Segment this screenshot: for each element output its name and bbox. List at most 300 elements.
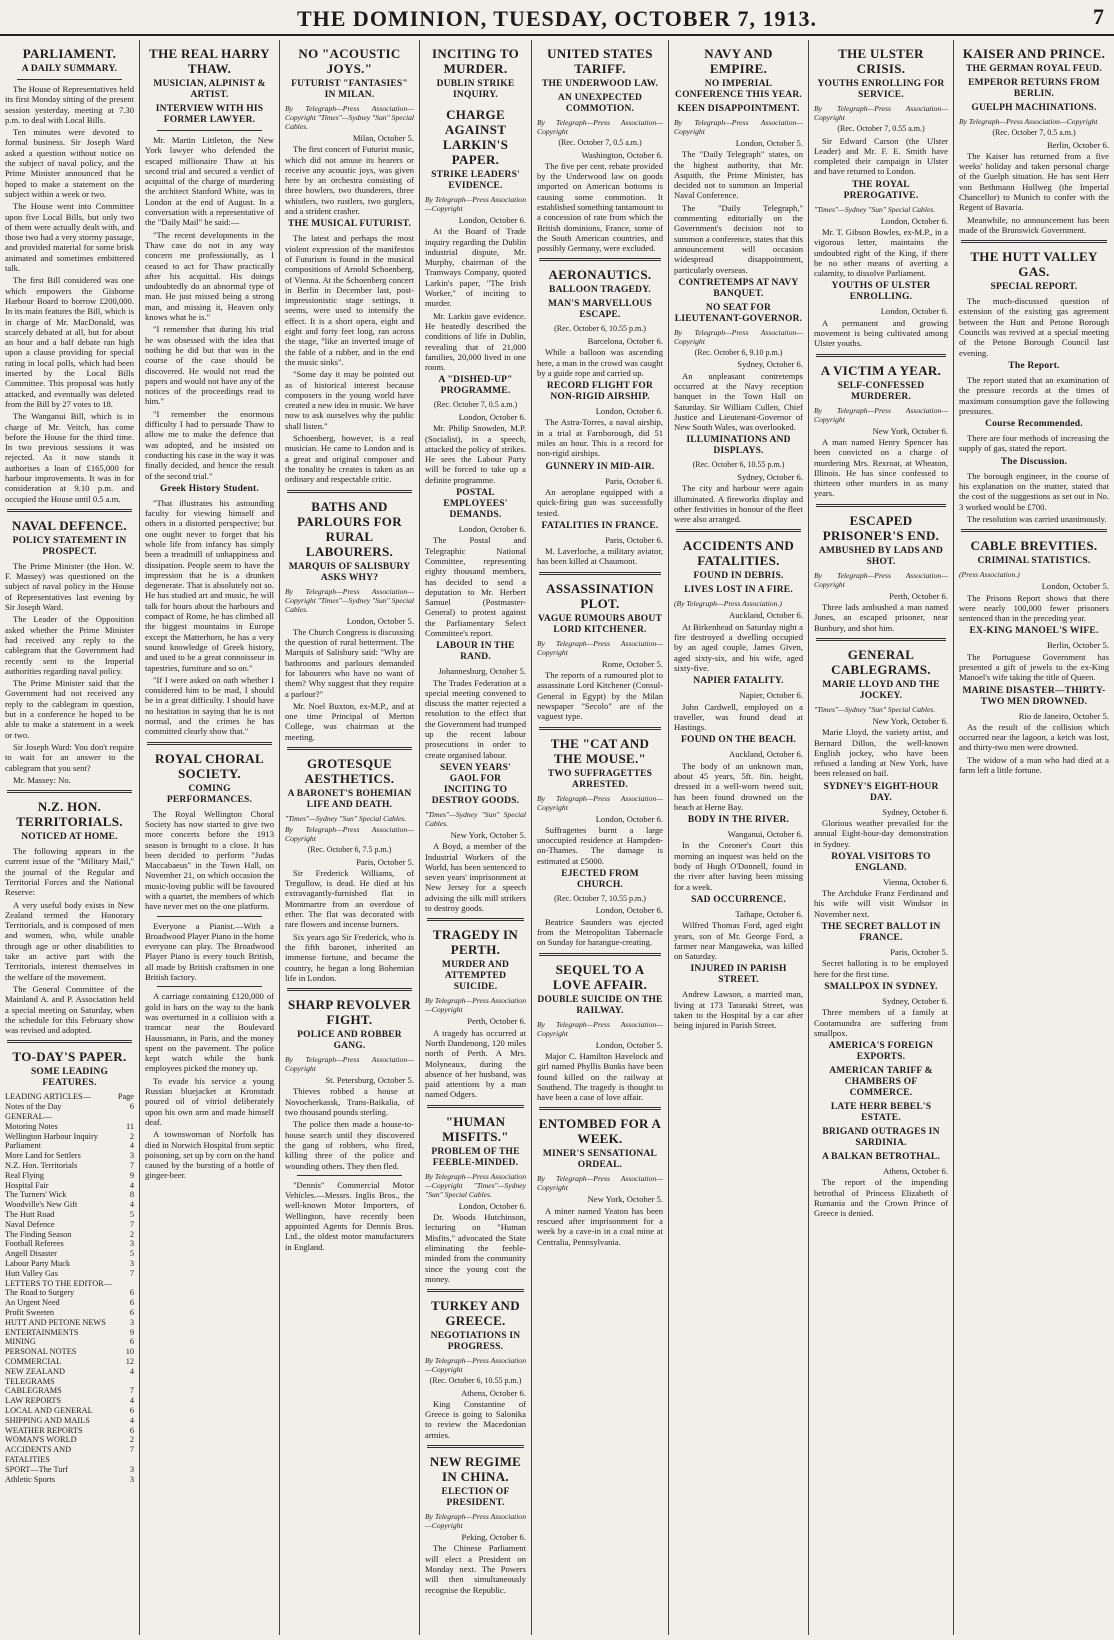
article-text: A carriage containing £120,000 of gold in bars on the way to the bank was overturned in a collision with a tramcar near the Boulevard Haussmann, in Paris, and the money spent on the pavement. The police kept watch while the bank employees picked the money up.	[145, 991, 274, 1074]
credit-line: (By Telegraph—Press Association.)	[674, 599, 782, 609]
article-text: An unpleasant contretemps occurred at the Navy reception banquet in the Town Hall on Saturday. Sir William Cullen, Chief Justice and Lieutenant-Governor of New South Wales, was overlooked.	[674, 370, 803, 433]
article-text: The much-discussed question of extension of the existing gas agreement between the Hutt and Petone Borough Councils was revived at a special meeting of the Petone Borough Council last evening.	[959, 296, 1109, 358]
credit-line: By Telegraph—Press Association—Copyright	[537, 638, 663, 657]
index-page: 3	[129, 1317, 134, 1327]
article-text: Suffragettes burnt a large unoccupied residence at Hampden-on-Thames. The damage is estimated at £5000.	[537, 824, 663, 866]
index-row	[5, 1367, 134, 1387]
subheading: INTERVIEW WITH HIS FORMER LAWYER.	[155, 104, 264, 125]
article-text: Dr. Woods Hutchinson, lecturing on "Human Misfits," advocated the State eliminating the feeble-minded from the community since the young cost the money.	[425, 1212, 526, 1284]
subheading: ROYAL VISITORS TO ENGLAND.	[831, 851, 931, 873]
credit-line: By Telegraph—Press Association—Copyright	[814, 570, 948, 589]
index-row	[5, 1210, 134, 1220]
dateline: Vienna, October 6.	[883, 876, 948, 887]
article-text: Mr. Philip Snowden, M.P. (Socialist), in a speech, attacked the policy of strikes. He sees the Labour Party will be forced to take up a definite programme.	[425, 423, 526, 485]
dateline: London, October 6.	[458, 215, 526, 225]
index-row	[5, 1435, 134, 1445]
article-text: Meanwhile, no announcement has been made of the Brunswick Government.	[959, 214, 1109, 235]
subheading: AMBUSHED BY LADS AND SHOT.	[818, 545, 944, 567]
subheading: MARIE LLOYD AND THE JOCKEY.	[822, 679, 940, 701]
index-feature: Football Referees	[5, 1239, 64, 1249]
index-feature: Wellington Harbour Inquiry	[5, 1131, 98, 1141]
subheading: THE MUSICAL FUTURIST.	[287, 219, 412, 230]
index-row	[5, 1426, 134, 1436]
index-page	[116, 1112, 134, 1122]
index-feature: LETTERS TO THE EDITOR—	[5, 1278, 113, 1288]
subheading: EMPEROR RETURNS FROM BERLIN.	[968, 78, 1100, 99]
subheading: INJURED IN PARISH STREET.	[690, 964, 787, 986]
subheading: The Report.	[1008, 360, 1060, 371]
subheading: AMERICA'S FOREIGN EXPORTS.	[828, 1041, 934, 1063]
dateline: New York, October 5.	[587, 1194, 663, 1205]
dateline: Perth, October 6.	[889, 590, 948, 601]
subheading: NOTICED AT HOME.	[21, 832, 118, 843]
headline: NAVY AND EMPIRE.	[704, 46, 773, 76]
subheading: A "DISHED-UP" PROGRAMME.	[438, 375, 513, 397]
article-text: "I remember that during his trial he was obsessed with the idea that nothing he did but that was in the course of the case should be discovered. He would not read the papers and would not have any of the notices of the proceedings read to him."	[145, 324, 274, 407]
subheading: EJECTED FROM CHURCH.	[561, 868, 639, 890]
index-feature: Angell Disaster	[5, 1249, 57, 1259]
article-text: The borough engineer, in the course of his explanation on the matter, stated that the cost of the suggestions as set out in No. 3 worked would be £700.	[959, 470, 1109, 512]
dateline: New York, October 6.	[872, 715, 948, 726]
subheading: SYDNEY'S EIGHT-HOUR DAY.	[823, 781, 939, 803]
dateline: Rio de Janeiro, October 5.	[1018, 710, 1109, 721]
column-1	[0, 40, 140, 1635]
contents-index	[5, 1092, 134, 1484]
index-feature: CABLEGRAMS	[5, 1386, 62, 1396]
subheading: Greek History Student.	[160, 483, 259, 494]
article-text: Major C. Hamilton Havelock and girl named Phyllis Bunks have been found killed on the railway at Southend. The tragedy is thought to have been a case of love affair.	[537, 1050, 663, 1103]
subheading: NAPIER FATALITY.	[693, 676, 784, 687]
index-row	[5, 1465, 134, 1475]
credit-line: By Telegraph—Press Association—Copyright	[425, 1512, 526, 1531]
article-text: Schoenberg, however, is a real musician. He came to London and is a great and original composer and the tonality he creates is taken as an ordinary and respectable critic.	[285, 433, 414, 485]
index-feature: Motoring Notes	[5, 1121, 58, 1131]
credit-line: "Times"—Sydney "Sun" Special Cables.	[285, 814, 407, 824]
article-text: Andrew Lawson, a married man, living at 173 Taranaki Street, was taken to the Hospital by a car after being injured in Parish Street.	[674, 989, 803, 1031]
subheading: Course Recommended.	[985, 419, 1083, 430]
index-row	[5, 1220, 134, 1230]
article-text: At Birkenhead on Saturday night a fire destroyed a dwelling occupied by an aged couple, James Given, aged sixty-six, and his wife, aged sixty-five.	[674, 621, 803, 673]
index-page: 2	[129, 1229, 134, 1239]
dateline: Paris, October 6.	[605, 475, 663, 486]
article-text: A Boyd, a member of the Industrial Workers of the World, has been sentenced to seven years' imprisonment at New Jersey for a speech advising the silk mill strikers to destroy goods.	[425, 841, 526, 914]
subheading: AMERICAN TARIFF & CHAMBERS OF COMMERCE.	[829, 1066, 933, 1099]
subheading: BALLOON TRAGEDY.	[549, 285, 651, 296]
index-row	[5, 1259, 134, 1269]
index-feature: N.Z. Hon. Territorials	[5, 1161, 78, 1171]
headline: TO-DAY'S PAPER.	[12, 1049, 127, 1065]
dateline: Athens, October 6.	[883, 1166, 948, 1177]
credit-line: By Telegraph—Press Association—Copyright "Times"—Sydney "Sun" Special Cables.	[425, 1171, 526, 1199]
article-text: A very useful body exists in New Zealand termed the Honorary Territorials, and is composed of men and women, who, while unable through age or other disabilities to take an active part with the Territorials, interest themselves in the welfare of the movement.	[5, 899, 134, 982]
index-feature: WEATHER REPORTS	[5, 1425, 83, 1435]
article-text: The first Bill considered was one which empowers the Gisborne Harbour Board to borrow £200,000. In its main features the Bill, which is in charge of Mr. MacDonald, was scarcely debated at all, but for about an hour and a half debate ran high upon a clause providing for special rating in local polls, which had been inserted by the Local Bills Committee. This proposal was hotly attacked, and eventually was deleted from the Bill by 27 votes to 18.	[5, 275, 134, 409]
index-feature: NEW ZEALAND TELEGRAMS	[5, 1366, 65, 1386]
index-row	[5, 1151, 134, 1161]
subheading: DUBLIN STRIKE INQUIRY.	[436, 79, 515, 100]
index-feature: SPORT—The Turf	[5, 1464, 68, 1474]
article-text: The Church Congress is discussing the question of rural betterment. The Marquis of Salisbury said: "Why are bathrooms and parlours demanded for labourers who have no want of them? Why suggest that they require a parlour?"	[285, 626, 414, 699]
index-page: 4	[129, 1200, 134, 1210]
headline: INCITING TO MURDER.	[432, 46, 519, 76]
index-page: 3	[129, 1259, 134, 1268]
article-text: John Cardwell, employed on a traveller, was found dead at Hastings.	[674, 701, 803, 733]
credit-line: By Telegraph—Press Association—Copyright	[814, 405, 948, 424]
subheading: THE SECRET BALLOT IN FRANCE.	[821, 922, 941, 944]
dateline: London, October 6.	[595, 905, 663, 916]
article-text: M. Laverloche, a military aviator, has been killed at Chaumont.	[537, 546, 663, 567]
index-row	[5, 1406, 134, 1416]
article-text: Three members of a family at Cootamundra are suffering from smallpox.	[814, 1007, 948, 1038]
subheading: CRIMINAL STATISTICS.	[977, 556, 1091, 567]
dateline: London, October 6.	[595, 406, 663, 417]
subheading: CONTRETEMPS AT NAVY BANQUET.	[678, 277, 799, 299]
headline: BATHS AND PARLOURS FOR RURAL LABOURERS.	[297, 498, 402, 559]
column-7	[809, 40, 954, 1635]
headline: ESCAPED PRISONER'S END.	[822, 512, 940, 543]
dateline: Barcelona, October 6.	[587, 335, 663, 346]
received-date: (Rec. October 7, 0.5 a.m.)	[992, 128, 1076, 137]
article-text: "I remember the enormous difficulty I had to persuade Thaw to allow me to make the defence that was adopted, and he insisted on conducting his case in the way it was finally decided, and hence the result of the second trial."	[145, 408, 274, 481]
subheading: MURDER AND ATTEMPTED SUICIDE.	[441, 960, 510, 993]
credit-line: "Times"—Sydney "Sun" Special Cables.	[425, 809, 526, 828]
subheading: MARQUIS OF SALISBURY ASKS WHY?	[288, 561, 411, 583]
article-text: Marie Lloyd, the variety artist, and Bernard Dillon, the well-known English jockey, who have been refused a landing at New York, have been released on bail.	[814, 727, 948, 779]
index-row	[5, 1112, 134, 1122]
article-text: In the Coroner's Court this morning an inquest was held on the body of Hugh O'Donnell, found in the river after having been missing for a week.	[674, 840, 803, 892]
received-date: (Rec. October 7, 0.5 a.m.)	[558, 138, 642, 147]
dateline: Paris, October 5.	[356, 856, 414, 867]
column-5	[532, 40, 669, 1635]
subheading: ELECTION OF PRESIDENT.	[441, 1487, 510, 1509]
index-row	[5, 1122, 134, 1132]
subheading: THE GERMAN ROYAL FEUD.	[965, 64, 1102, 74]
index-page: 6	[129, 1405, 134, 1415]
headline: ASSASSINATION PLOT.	[546, 580, 654, 611]
headline: SEQUEL TO A LOVE AFFAIR.	[552, 961, 648, 992]
article-text: The widow of a man who had died at a farm left a little fortune.	[959, 754, 1109, 776]
credit-line: By Telegraph—Press Association—Copyright	[425, 996, 526, 1015]
headline: NO "ACOUSTIC JOYS."	[298, 46, 401, 76]
dateline: London, October 5.	[1041, 581, 1109, 592]
index-row	[5, 1386, 134, 1396]
index-row	[5, 1230, 134, 1240]
index-feature: LEADING ARTICLES—	[5, 1092, 91, 1102]
headline: UNITED STATES TARIFF.	[547, 46, 653, 76]
index-row	[5, 1092, 134, 1102]
subheading: YOUTHS OF ULSTER ENROLLING.	[831, 281, 931, 303]
subheading: ILLUMINATIONS AND DISPLAYS.	[686, 435, 791, 457]
index-feature: Hutt Valley Gas	[5, 1268, 58, 1278]
subheading: A BALKAN BETROTHAL.	[821, 1152, 941, 1163]
article-text: Mr. T. Gibson Bowles, ex-M.P., in a vigorous letter, maintains the undoubted right of the King, if there be no other means of averting a calamity, to dissolve Parliament.	[814, 226, 948, 279]
dateline: Sydney, October 6.	[882, 995, 948, 1006]
article-text: The following appears in the current issue of the "Military Mail," the journal of the Regular and Territorial Forces and the National Reserve:	[5, 846, 134, 898]
index-page: 2	[129, 1131, 134, 1141]
subheading: VAGUE RUMOURS ABOUT LORD KITCHENER.	[538, 613, 662, 635]
article-text: The "Daily Telegraph," commenting editorially on the Government's decision not to summon a conference, states that this announcement will occasion widespread disappointment, particularly overseas.	[674, 202, 803, 275]
dateline: London, October 6.	[458, 1200, 526, 1211]
index-row	[5, 1279, 134, 1289]
article-text: The Royal Wellington Choral Society has now started to give two more concerts before the 1913 season is brought to a close. It has been decided to perform "Judas Maccabaeus" in the Town Hall, on November 21, on which occasion the music-loving public will be favoured with a quartet, the members of which have never met on the one platform.	[145, 808, 274, 912]
subheading: BRIGAND OUTRAGES IN SARDINIA.	[822, 1127, 940, 1149]
article-text: The latest and perhaps the most violent expression of the manifestos of Futurism is found in the musical compositions of Arnold Schoenberg, of Vienna. At the Schoenberg concert in Berlin in December last, post-impressionistic stage settings, it seems, were used to intensify the effect. It is a short opera, eight and eight and forty feet long, ran across the stage, "like an inverted image of the fable of a rubber, and in the end the music sinks".	[285, 233, 414, 367]
received-date: (Rec. October 6, 9.10 p.m.)	[694, 347, 783, 357]
credit-line: By Telegraph—Press Association—Copyright	[674, 118, 803, 136]
column-6	[669, 40, 809, 1635]
article-text: The Chinese Parliament will elect a President on Monday next. The Powers will then simultaneously recognise the Republic.	[425, 1543, 526, 1595]
subheading: YOUTHS ENROLLING FOR SERVICE.	[817, 79, 945, 100]
article-text: The Portuguese Government has presented a gift of jewels to the ex-King Manoel's wife taking the title of Queen.	[959, 651, 1109, 683]
headline: A VICTIM A YEAR.	[820, 362, 942, 378]
dateline: Napier, October 6.	[739, 690, 803, 701]
article-text: The report of the impending betrothal of Princess Elizabeth of Rumania and the Crown Prince of Greece is denied.	[814, 1177, 948, 1219]
headline: GROTESQUE AESTHETICS.	[304, 756, 395, 787]
credit-line: By Telegraph—Press Association—Copyright	[674, 327, 803, 346]
article-text: Mr. Martin Littleton, the New York lawyer who defended the escaped millionaire Thaw at his second trial and secured a verdict of acquittal of the charge of murdering the architect Stanford White, was in London at the end of August. In a conversation with a representative of the "Daily Mail" he said:—	[145, 135, 274, 228]
credit-line: By Telegraph—Press Association—Copyright	[959, 117, 1098, 126]
index-page: 10	[125, 1347, 134, 1357]
subheading: GUELPH MACHINATIONS.	[971, 103, 1097, 113]
index-row	[5, 1190, 134, 1200]
column-3	[280, 40, 420, 1635]
index-feature: MINING	[5, 1337, 36, 1347]
headline: SHARP REVOLVER FIGHT.	[287, 997, 411, 1028]
article-text: Glorious weather prevailed for the annual Eight-hour-day demonstration in Sydney.	[814, 818, 948, 849]
index-feature: The Road to Surgery	[5, 1288, 75, 1298]
article-text: Wilfred Thomas Ford, aged eight years, son of Mr. George Ford, a farmer near Mangaweka, was killed on Saturday.	[674, 920, 803, 962]
article-text: The Prime Minister said that the Government had not received any reply to the cablegram in question, but in a conference he hoped to be able to make a statement in a week or two.	[5, 678, 134, 740]
subheading: GUNNERY IN MID-AIR.	[545, 461, 655, 472]
index-page: 6	[129, 1307, 134, 1317]
dateline: Taihape, October 6.	[735, 908, 803, 919]
subheading: STRIKE LEADERS' EVIDENCE.	[431, 170, 520, 191]
subheading: SOME LEADING FEATURES.	[30, 1067, 109, 1089]
index-row	[5, 1171, 134, 1181]
article-text: The city and harbour were again illuminated. A fireworks display and other festivities in honour of the fleet were also arranged.	[674, 483, 803, 525]
index-page: 9	[129, 1327, 134, 1337]
column-4	[420, 40, 532, 1635]
subheading: MINER'S SENSATIONAL ORDEAL.	[542, 1149, 658, 1171]
index-page: 5	[129, 1249, 134, 1259]
dateline: Paris, October 6.	[605, 534, 663, 545]
index-page: 11	[126, 1121, 134, 1131]
index-row	[5, 1161, 134, 1171]
subheading: MARINE DISASTER—THIRTY-TWO MEN DROWNED.	[962, 685, 1106, 707]
subheading: MUSICIAN, ALPINIST & ARTIST.	[153, 79, 266, 100]
subheading: A DAILY SUMMARY.	[21, 64, 118, 74]
article-text: The Archduke Franz Ferdinand and his wife will visit Windsor in November next.	[814, 888, 948, 919]
dateline: Sydney, October 6.	[737, 359, 803, 370]
subheading: LATE HERR BEBEL'S ESTATE.	[830, 1102, 932, 1124]
credit-line: By Telegraph—Press Association—Copyright	[814, 104, 948, 122]
subheading: TWO SUFFRAGETTES ARRESTED.	[547, 768, 653, 790]
subheading: EX-KING MANOEL'S WIFE.	[969, 626, 1099, 637]
index-row	[5, 1396, 134, 1406]
headline: CABLE BREVITIES.	[970, 538, 1098, 554]
subheading: KEEN DISAPPOINTMENT.	[677, 104, 800, 114]
article-text: Three lads ambushed a man named Jones, an escaped prisoner, near Bunbury, and shot him.	[814, 602, 948, 633]
headline: "HUMAN MISFITS."	[442, 1113, 509, 1144]
dateline: London, October 5.	[595, 1039, 663, 1050]
article-text: The Leader of the Opposition asked whether the Prime Minister had received any reply to the cablegram that the Government had recently sent to the Imperial authorities regarding naval policy.	[5, 614, 134, 676]
index-row	[5, 1239, 134, 1249]
credit-line: By Telegraph—Press Association—Copyright	[537, 118, 663, 136]
index-row	[5, 1347, 134, 1357]
index-page: 5	[129, 1210, 134, 1220]
index-page: 3	[129, 1474, 134, 1484]
article-text: The Trades Federation at a special meeting convened to discuss the matter rejected a resolution to the effect that the Government had trumped up the recent labour prosecutions in order to create organised labour.	[425, 677, 526, 760]
subheading: POLICE AND ROBBER GANG.	[297, 1030, 402, 1052]
article-text: The Postal and Telegraphic National Committee, representing eighty thousand members, has decided to send a deputation to Mr. Herbert Samuel (Postmaster-General) to protest against the Parliamentary Select Committee's report.	[425, 535, 526, 638]
index-feature: Athletic Sports	[5, 1474, 56, 1484]
received-date: (Rec. October 6, 10.55 p.m.)	[554, 324, 646, 334]
article-text: A permanent and growing movement is being cultivated among Ulster youths.	[814, 317, 948, 349]
subheading: NO SEAT FOR LIEUTENANT-GOVERNOR.	[674, 302, 803, 324]
received-date: (Rec. October 6, 10.55 p.m.)	[429, 1376, 522, 1386]
index-row	[5, 1445, 134, 1465]
credit-line: By Telegraph—Press Association—Copyright	[425, 1356, 526, 1375]
index-feature: An Urgent Need	[5, 1298, 60, 1308]
index-row	[5, 1416, 134, 1426]
index-feature: Real Flying	[5, 1170, 44, 1180]
subheading: A BARONET'S BOHEMIAN LIFE AND DEATH.	[287, 789, 412, 811]
article-text: The Astra-Torres, a naval airship, in a trial at Farnborough, did 51 miles an hour. This is a record for non-rigid airships.	[537, 417, 663, 459]
credit-line: By Telegraph—Press Association—Copyright	[537, 1019, 663, 1038]
credit-line: By Telegraph—Press Association—Copyright "Times"—Sydney "Sun" Special Cables.	[285, 586, 414, 614]
article-text: Thieves robbed a house at Novocherkassk, Trans-Baikalia, of two thousand pounds sterling.	[285, 1086, 414, 1118]
subheading: FOUND IN DEBRIS.	[693, 571, 784, 582]
article-text: Secret balloting is to be employed here for the first time.	[814, 958, 948, 979]
headline: AERONAUTICS.	[548, 267, 652, 283]
index-page: 3	[129, 1464, 134, 1474]
index-page: 7	[129, 1219, 134, 1229]
article-text: Sir Frederick Williams, of Tregullow, is dead. He died at his extravagantly-furnished flat in Montmartre from an overdose of ether. The flat was decorated with rare flowers and incense burners.	[285, 867, 414, 930]
subheading: LIVES LOST IN A FIRE.	[684, 585, 793, 596]
index-feature: More Land for Settlers	[5, 1151, 81, 1161]
subheading: RECORD FLIGHT FOR NON-RIGID AIRSHIP.	[546, 381, 654, 403]
index-feature: The Hutt Road	[5, 1210, 55, 1220]
article-text: The reports of a rumoured plot to assassinate Lord Kitchener (Consul-General in Egypt) by the Milan newspaper "Secolo" are of the vaguest type.	[537, 670, 663, 722]
article-text: Mr. Larkin gave evidence. He heatedly described the conditions of life in Dublin, revealing that of 21,000 families, 20,000 lived in one room.	[425, 310, 526, 373]
article-text: A townswoman of Norfolk has died in Norwich Hospital from septic poisoning, set up by corn on the hand caused by the bursting of a bottle of ginger-beer.	[145, 1129, 274, 1181]
subheading: SEVEN YEARS' GAOL FOR INCITING TO DESTROY GOODS.	[431, 762, 520, 806]
article-text: The five per cent. rebate provided by the Underwood law on goods imported on American bottoms is causing some commotion. It established something tantamount to a concession of rate from which the British dominions, France, some of the South American countries, and possibly Germany, were excluded.	[537, 160, 663, 254]
index-feature: Woodville's New Gift	[5, 1200, 78, 1210]
article-text: The body of an unknown man, about 45 years, 5ft. 8in. height, dressed in a well-worn tweed suit, has been found drowned on the beach at Herne Bay.	[674, 760, 803, 812]
dateline: Milan, October 5.	[352, 133, 414, 143]
headline: THE ULSTER CRISIS.	[838, 46, 924, 76]
page-number: 7	[1093, 4, 1104, 29]
headline: PARLIAMENT.	[22, 46, 117, 61]
article-text: "If I were asked on oath whether I considered him to be mad, I should be in a great difficulty. I should have no hesitation in saying that he is not normal, and the crimes he has committed clearly show that."	[145, 674, 274, 737]
article-text: The House of Representatives held its first Monday sitting of the present session yesterday, meeting at 7.30 p.m. to deal with Local Bills.	[5, 84, 134, 125]
subheading: DOUBLE SUICIDE ON THE RAILWAY.	[537, 994, 663, 1016]
article-text: The report stated that an examination of the pressure records at the times of maximum consumption gave the following pressures.	[959, 374, 1109, 416]
received-date: (Rec. October 6, 7.5 p.m.)	[307, 845, 392, 855]
index-row	[5, 1328, 134, 1338]
subheading: FATALITIES IN FRANCE.	[541, 520, 659, 531]
index-feature: LOCAL AND GENERAL	[5, 1405, 93, 1415]
index-feature: ACCIDENTS AND FATALITIES	[5, 1445, 72, 1464]
article-text: There are four methods of increasing the supply of gas, stated the report.	[959, 433, 1109, 454]
index-feature: Notes of the Day	[5, 1102, 62, 1112]
headline: THE "CAT AND THE MOUSE."	[550, 735, 650, 766]
dateline: Perth, October 6.	[467, 1016, 526, 1027]
headline: N.Z. HON. TERRITORIALS.	[16, 799, 123, 830]
index-feature: Profit Sweeten	[5, 1307, 55, 1317]
headline: NAVAL DEFENCE.	[12, 517, 127, 533]
index-page: 9	[129, 1170, 134, 1180]
index-page: 2	[129, 1435, 134, 1445]
index-feature: SHIPPING AND MAILS	[5, 1415, 90, 1425]
subheading: NO IMPERIAL CONFERENCE THIS YEAR.	[675, 79, 802, 100]
subheading: FUTURIST "FANTASIES" IN MILAN.	[291, 79, 408, 100]
index-feature: The Finding Season	[5, 1229, 72, 1239]
dateline: Sydney, October 6.	[737, 471, 803, 482]
article-text: "Dennis" Commercial Motor Vehicles.—Messrs. Inglis Bros., the well-known Motor Importers, of Wellington, have recently been appointed Agents for Dennis Bros. Ltd., the oldest motor manufacturers in England.	[285, 1179, 414, 1252]
dateline: Berlin, October 5.	[1046, 640, 1109, 651]
dateline: Paris, October 5.	[890, 947, 948, 958]
index-row	[5, 1102, 134, 1112]
article-text: The Kaiser has returned from a five weeks' holiday and taken personal charge of the Guelph situation. He has sent Herr von Bethmann Hollweg (the Imperial Chancellor) to Munich to confer with the Regent of Bavaria.	[959, 150, 1109, 213]
dateline: London, October 6.	[458, 524, 526, 535]
index-page: 8	[129, 1190, 134, 1200]
article-text: King Constantine of Greece is going to Salonika to review the Macedonian armies.	[425, 1398, 526, 1440]
index-page: 6	[129, 1425, 134, 1435]
credit-line: By Telegraph—Press Association—Copyright	[425, 195, 526, 213]
article-text: A man named Henry Spencer has been convicted on a charge of murdering Mrs. Rexroat, at Wheaton, Illinois. He has since confessed to thirteen other murders in as many years.	[814, 436, 948, 499]
index-page: 4	[129, 1141, 134, 1151]
subheading: The Discussion.	[1000, 456, 1068, 467]
article-text: A miner named Yeaton has been rescued after imprisonment for a week by a cave-in in a coal mine at Centralia, Pennsylvania.	[537, 1205, 663, 1247]
article-text: The House went into Committee upon five Local Bills, but only two of them were actually dealt with, and those two had a very stormy passage, and provided material for some brisk animated and sometimes embittered talk.	[5, 201, 134, 274]
dateline: London, October 6.	[458, 411, 526, 422]
dateline: New York, October 6.	[872, 425, 948, 436]
article-text: The Prime Minister (the Hon. W. F. Massey) was questioned on the subject of naval policy in the House of Representatives last evening by Sir Joseph Ward.	[5, 560, 134, 613]
headline: ACCIDENTS AND FATALITIES.	[682, 538, 795, 569]
article-text: The Prisons Report shows that there were nearly 100,000 fewer prisoners sentenced than in the preceding year.	[959, 592, 1109, 624]
column-2	[140, 40, 280, 1635]
headline: ROYAL CHORAL SOCIETY.	[155, 750, 264, 781]
received-date: (Rec. October 7, 10.55 p.m.)	[554, 893, 646, 903]
index-row	[5, 1249, 134, 1259]
article-text: The General Committee of the Mainland A. and P. Association held a special meeting on Saturday, when the schedule for this February show was revised and adopted.	[5, 983, 134, 1036]
index-page: 12	[125, 1356, 134, 1366]
column-8	[954, 40, 1114, 1635]
index-feature: HUTT AND PETONE NEWS	[5, 1317, 106, 1327]
credit-line: "Times"—Sydney "Sun" Special Cables.	[814, 204, 936, 214]
subheading: THE UNDERWOOD LAW.	[541, 79, 659, 89]
subheading: SMALLPOX IN SYDNEY.	[824, 981, 938, 992]
index-row	[5, 1357, 134, 1367]
article-text: While a balloon was ascending here, a man in the crowd was caught by a guide rope and carried up.	[537, 347, 663, 378]
index-row	[5, 1337, 134, 1347]
index-page: 7	[129, 1386, 134, 1396]
index-page: 7	[129, 1445, 134, 1455]
index-feature: ENTERTAINMENTS	[5, 1327, 79, 1337]
article-text: Beatrice Saunders was ejected from the Metropolitan Tabernacle on Sunday for harangue-creating.	[537, 916, 663, 948]
subheading: FOUND ON THE BEACH.	[681, 735, 796, 746]
index-page: 4	[129, 1415, 134, 1425]
index-page: 4	[129, 1396, 134, 1406]
dateline: Auckland, October 6.	[729, 610, 803, 621]
received-date: (Rec. October 7, 0.5 a.m.)	[433, 400, 518, 410]
index-row	[5, 1269, 134, 1279]
subheading: NEGOTIATIONS IN PROGRESS.	[430, 1331, 521, 1353]
credit-line: By Telegraph—Press Association—Copyright	[285, 825, 414, 844]
article-text: Ten minutes were devoted to formal business. Sir Joseph Ward asked a question without notice on the subject of naval policy, and the Prime Minister announced that he hoped to make a statement on the subject within a week or two.	[5, 127, 134, 199]
